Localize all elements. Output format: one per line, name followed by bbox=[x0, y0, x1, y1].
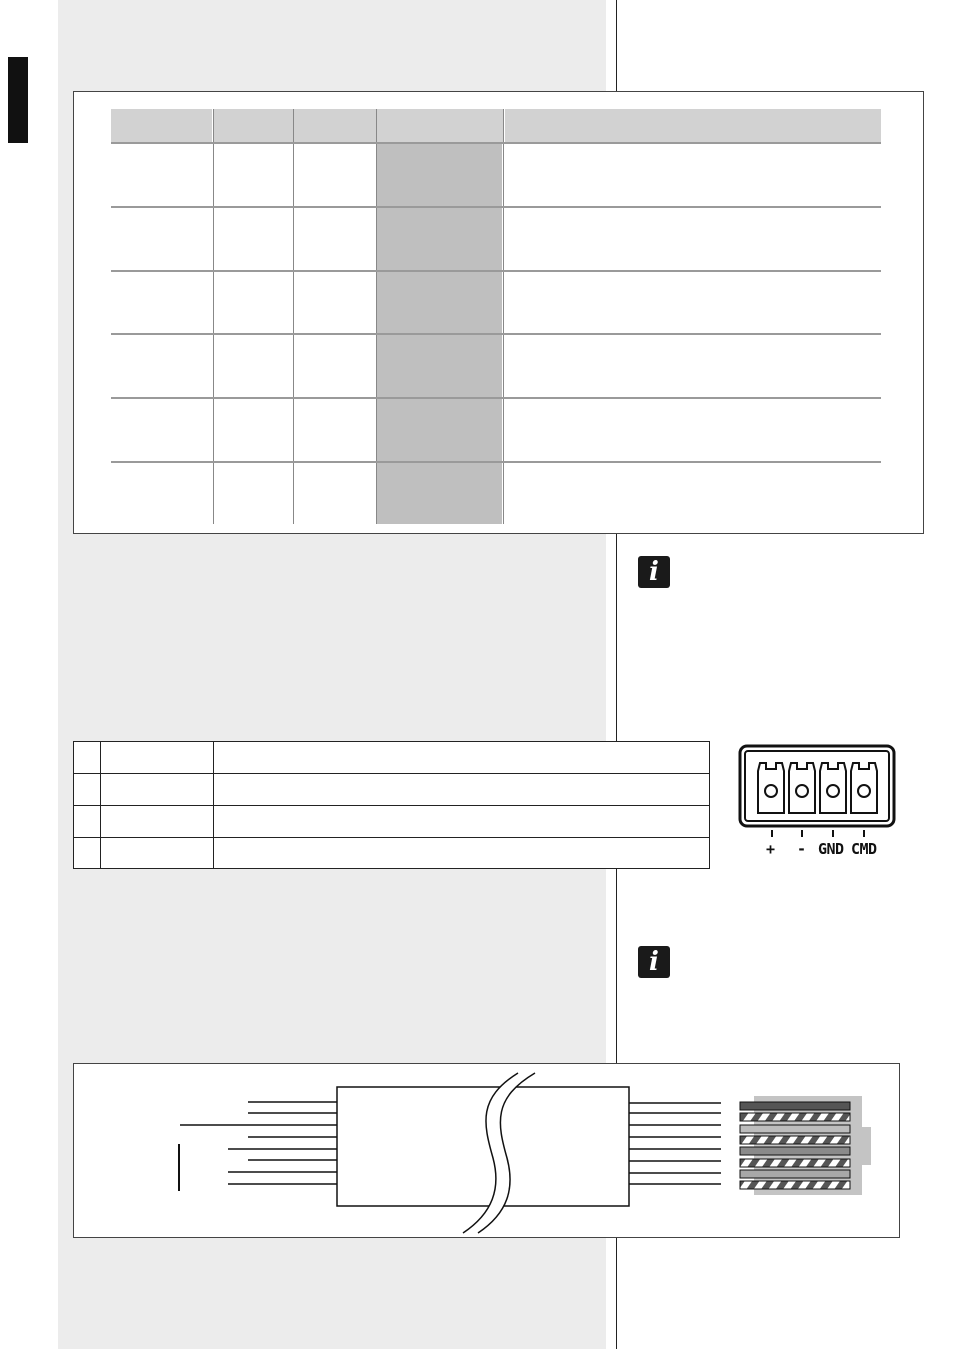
table-header-cell bbox=[214, 109, 293, 143]
row-divider bbox=[111, 206, 881, 208]
cable-diagram-drawing bbox=[73, 1063, 900, 1238]
table-row bbox=[74, 805, 709, 806]
table-row bbox=[74, 773, 709, 774]
pin-label-plus: + bbox=[766, 840, 775, 858]
rj45-plug-icon bbox=[740, 1096, 871, 1195]
table-header-cell bbox=[505, 109, 881, 143]
row-divider bbox=[111, 461, 881, 463]
row-divider bbox=[111, 333, 881, 335]
row-divider bbox=[111, 270, 881, 272]
pin-label-minus: - bbox=[797, 840, 806, 858]
table-header-cell bbox=[294, 109, 376, 143]
pin-label-cmd: CMD bbox=[851, 840, 877, 858]
table-row bbox=[74, 837, 709, 838]
info-icon: i bbox=[638, 946, 670, 978]
row-divider bbox=[111, 142, 881, 144]
column-divider bbox=[100, 742, 101, 868]
row-divider bbox=[111, 397, 881, 399]
pin-assignment-table bbox=[73, 741, 710, 869]
table-header-cell bbox=[111, 109, 212, 143]
info-icon: i bbox=[638, 556, 670, 588]
language-tab bbox=[8, 57, 28, 143]
pin-label-gnd: GND bbox=[818, 840, 844, 858]
table-header-cell bbox=[377, 109, 503, 143]
spec-table bbox=[73, 91, 924, 534]
column-divider bbox=[213, 742, 214, 868]
